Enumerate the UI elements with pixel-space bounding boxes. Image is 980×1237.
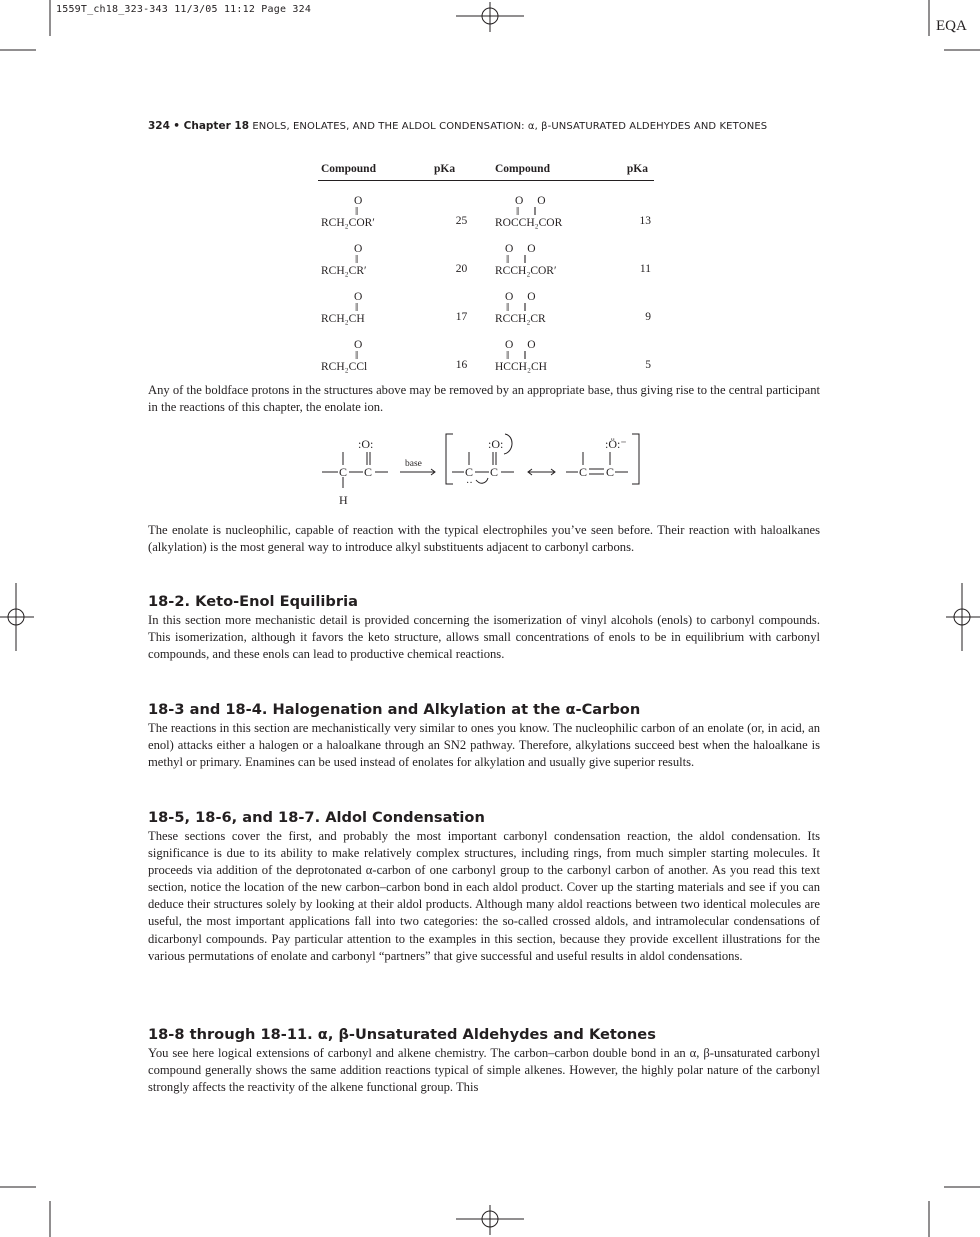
svg-text:C: C xyxy=(364,465,373,479)
pka-value: 13 xyxy=(639,215,651,227)
pka-value: 9 xyxy=(645,311,651,323)
section-body: You see here logical extensions of carbonyl and alkene chemistry. The carbon–carbon double bond in an α, β-unsaturated carbonyl compound generally shows the same addition reactions typical of simple alkenes. However, the highly polar nature of the carbonyl strongly affects the reactivity of the alkene functional group. This xyxy=(148,1046,820,1095)
section-heading: 18-2. Keto-Enol Equilibria xyxy=(148,593,358,610)
section-heading: 18-3 and 18-4. Halogenation and Alkylation at the α-Carbon xyxy=(148,701,641,718)
printer-slug: 1559T_ch18_323-343 11/3/05 11:12 Page 324 xyxy=(56,4,312,15)
compound-structure: O ‖ RCH₂CR′ xyxy=(321,243,367,277)
registration-mark-bottom xyxy=(456,1205,524,1235)
table-header: Compound xyxy=(492,163,605,181)
chapter-label: Chapter 18 xyxy=(183,120,250,132)
reagent-label: base xyxy=(405,459,422,469)
pka-value: 16 xyxy=(455,359,468,371)
pka-value: 5 xyxy=(645,359,651,371)
pka-value: 20 xyxy=(455,263,468,275)
svg-text:C: C xyxy=(465,465,474,479)
compound-structure: O O ‖ ‖ RCCH₂CR xyxy=(495,291,546,325)
compound-structure: O ‖ RCH₂CH xyxy=(321,291,365,325)
pka-value: 17 xyxy=(455,311,468,323)
pka-value: 25 xyxy=(455,215,468,227)
corner-label: EQA xyxy=(936,18,967,34)
table-header: Compound xyxy=(318,163,431,181)
svg-text:C: C xyxy=(579,465,588,479)
chapter-title: ENOLS, ENOLATES, AND THE ALDOL CONDENSATION: α, β-UNSATURATED ALDEHYDES AND KETONES xyxy=(252,121,768,132)
running-head xyxy=(148,120,767,132)
svg-text:C: C xyxy=(490,465,499,479)
table-header: pKa xyxy=(431,163,492,181)
section-body: In this section more mechanistic detail is provided concerning the isomerization of vinyl alcohols (enols) to carbonyl compounds. This isomerization, although it favors the keto structure, allows small concentrations of enols to be in equilibrium with carbonyl compounds, and these enols can lead to productive chemical reactions. xyxy=(148,613,820,662)
section-body: The reactions in this section are mechanistically very similar to ones you know. The nucleophilic carbon of an enolate (or, in acid, an enol) attacks either a halogen or a haloalkane through an SN2 pathway. Therefore, alkylations succeed best when the haloalkane is methyl or primary. Enamines can be used instead of enolates for alkylation and usually give superior results. xyxy=(148,721,820,770)
table-row xyxy=(318,277,654,325)
table-header: pKa xyxy=(605,163,654,181)
carbonyl-oxygen: :O: xyxy=(358,437,374,451)
table-row xyxy=(318,181,654,230)
compound-structure: O ‖ RCH₂COR′ xyxy=(321,195,375,229)
svg-text:··: ·· xyxy=(466,478,473,489)
compound-structure: O O ‖ ‖ ROCCH₂COR xyxy=(495,195,563,229)
paragraph-intro: Any of the boldface protons in the structures above may be removed by an appropriate base, thus giving rise to the central participant in the reactions of this chapter, the enolate ion. xyxy=(148,383,820,415)
compound-structure: O O ‖ ‖ HCCH₂CH xyxy=(495,339,547,373)
compound-structure: O ‖ RCH₂CCl xyxy=(321,339,368,373)
section-body: These sections cover the first, and probably the most important carbonyl condensation reaction, the aldol condensation. Its significance is due to its ability to make relatively complex structures, including rings, from much simpler starting molecules. It proceeds via addition of the deprotonated α-carbon of one carbonyl group to the carbonyl carbon of another. As you read this text section, notice the location of the new carbon–carbon bond in each aldol product. Cover up the starting materials and see if you can deduce their structures solely by looking at their aldol products. Although many aldol reactions between two identical molecules are useful, the most important applications fall into two categories: the so-called crossed aldols, and intramolecular condensations of dicarbonyl compounds. Pay particular attention to the examples in this section, because they provide excellent illustrations for the various permutations of enolate and carbonyl “partners” that give successful and useful results in aldol condensations. xyxy=(148,829,820,963)
section-heading: 18-8 through 18-11. α, β-Unsaturated Aldehydes and Ketones xyxy=(148,1026,656,1043)
alpha-hydrogen: H xyxy=(339,493,348,507)
carbonyl-oxygen: :O: xyxy=(488,437,504,451)
table-row xyxy=(318,229,654,277)
bullet: • xyxy=(173,120,184,132)
paragraph-enolate: The enolate is nucleophilic, capable of reaction with the typical electrophiles you’ve seen before. Their reaction with haloalkanes (alkylation) is the most general way to introduce alkyl substituents adjacent to carbonyl carbons. xyxy=(148,523,820,555)
enolate-oxygen: :Ö:⁻ xyxy=(605,437,627,451)
registration-mark-top xyxy=(456,2,524,32)
enolate-scheme xyxy=(300,424,660,514)
registration-mark-left xyxy=(0,583,34,651)
pka-value: 11 xyxy=(639,263,651,275)
section-heading: 18-5, 18-6, and 18-7. Aldol Condensation xyxy=(148,809,485,826)
table-row xyxy=(318,325,654,373)
svg-text:C: C xyxy=(606,465,615,479)
pka-table xyxy=(318,163,654,373)
registration-mark-right xyxy=(946,583,980,651)
page-number: 324 xyxy=(148,120,170,132)
compound-structure: O O ‖ ‖ RCCH₂COR′ xyxy=(495,243,557,277)
svg-text:C: C xyxy=(339,465,348,479)
